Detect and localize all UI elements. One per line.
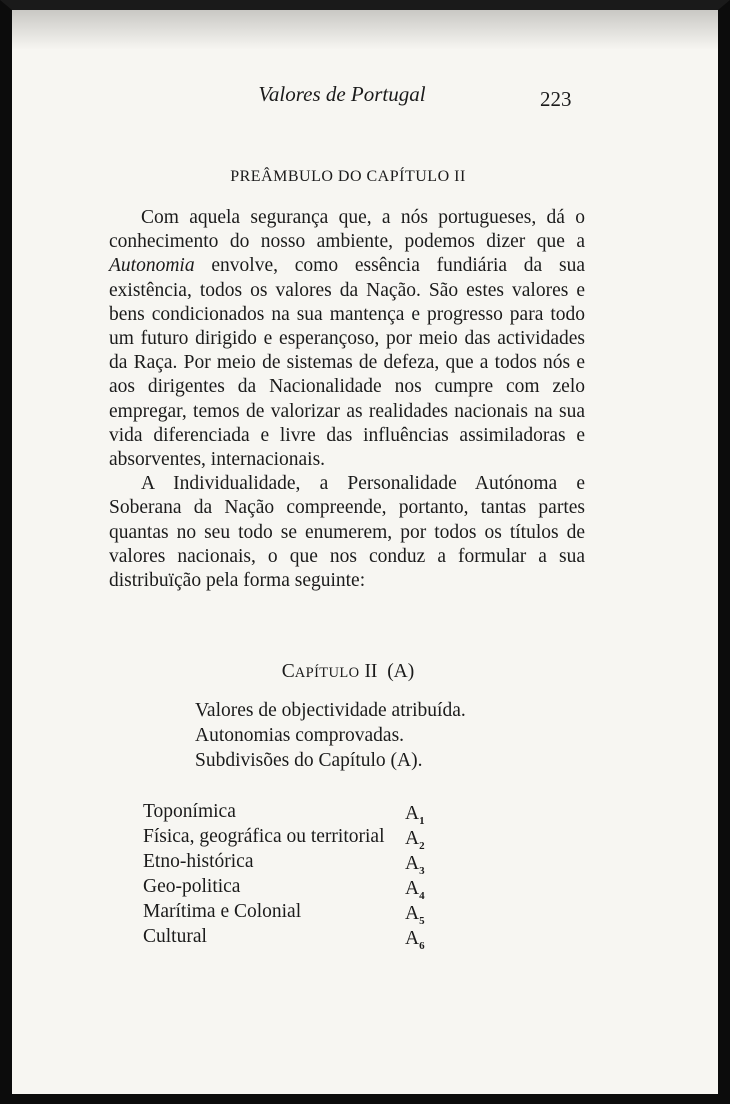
subdivision-name: Geo-politica: [143, 876, 241, 897]
paragraph-1-start: Com aquela segurança que, a nós portugueses, dá o conhecimento do nosso ambiente, podemos dizer que a: [109, 207, 585, 253]
subdivision-row: [143, 851, 443, 876]
subdivision-code: $A_3$: [405, 853, 425, 877]
subdivision-code: $A_6$: [405, 928, 425, 952]
subdivision-name: Cultural: [143, 926, 207, 947]
subdivision-name: Etno-histórica: [143, 851, 254, 872]
subdivision-row: [143, 826, 443, 851]
subdivision-row: [143, 876, 443, 901]
chapter-heading-suffix: (A): [387, 661, 415, 682]
chapter-heading-number: II: [364, 661, 378, 682]
subdivision-name: Física, geográfica ou territorial: [143, 826, 385, 847]
subdivision-code: $A_2$: [405, 828, 425, 852]
scan-shadow: [12, 10, 718, 50]
chapter-line: Valores de objectividade atribuída.: [195, 700, 466, 721]
chapter-line: Subdivisões do Capítulo (A).: [195, 750, 423, 771]
preamble-heading: PREÂMBULO DO CAPÍTULO II: [230, 168, 466, 185]
subdivision-code: $A_5$: [405, 903, 425, 927]
subdivision-code: $A_4$: [405, 878, 425, 902]
chapter-description: [195, 698, 466, 773]
paragraph-2: A Individualidade, a Personalidade Autónoma e Soberana da Nação compreende, portanto, tantas partes quantas no seu todo se enumerem, por todos os títulos de valores nacionais, o que nos conduz a formular a sua distribuïção pela forma seguinte:: [109, 473, 585, 592]
subdivision-code: $A_1$: [405, 803, 425, 827]
autonomia-term: Autonomia: [109, 255, 195, 277]
preamble-body: [109, 206, 585, 593]
page-number: 223: [540, 87, 572, 111]
chapter-heading-word: APÍTULO: [294, 665, 360, 681]
subdivision-list: [143, 801, 443, 951]
chapter-heading: [109, 661, 587, 683]
subdivision-row: [143, 801, 443, 826]
running-title: Valores de Portugal: [258, 82, 426, 106]
paragraph-1-end: envolve, como essência fundiária da sua existência, todos os valores da Nação. São estes valores e bens condicionados na sua mantença e progresso para todo um futuro dirigido e esperançoso, por meio das actividades da Raça. Por meio de sistemas de defeza, que a todos nós e aos dirigentes da Nacionalidade nos cumpre com zelo empregar, temos de valorizar as realidades nacionais na sua vida diferenciada e livre das influências assimiladoras e absorventes, internacionais.: [109, 255, 585, 471]
paragraph-1: [109, 206, 585, 472]
subdivision-name: Marítima e Colonial: [143, 901, 302, 922]
chapter-heading-initial: C: [281, 661, 295, 682]
subdivision-row: [143, 901, 443, 926]
subdivision-name: Toponímica: [143, 801, 236, 822]
chapter-line: Autonomias comprovadas.: [195, 725, 405, 746]
subdivision-row: [143, 926, 443, 951]
